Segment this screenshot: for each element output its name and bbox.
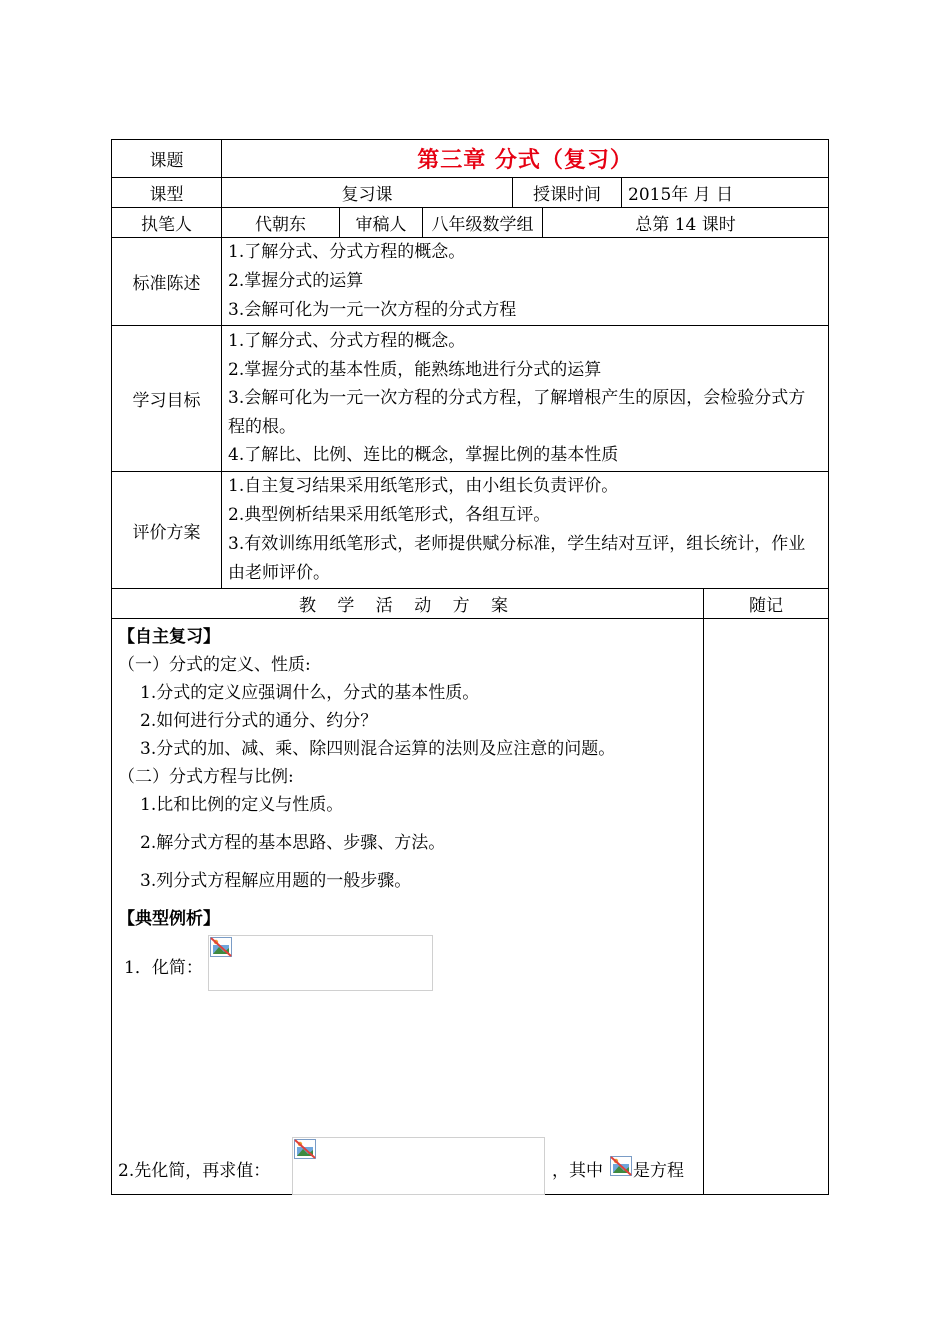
evaluation-item: 3.有效训练用纸笔形式，老师提供赋分标准，学生结对互评，组长统计，作业由老师评价。 <box>228 534 806 583</box>
question-2-mid-text: ，其中 <box>552 1161 603 1181</box>
plan-heading: 教 学 活 动 方 案 <box>112 589 704 619</box>
evaluation-item: 1.自主复习结果采用纸笔形式，由小组长负责评价。 <box>228 476 619 496</box>
standards-row <box>112 238 829 326</box>
broken-image-icon <box>294 1139 316 1159</box>
time-value: 2015年 月 日 <box>622 178 829 208</box>
examples-title: 【典型例析】 <box>118 909 220 929</box>
goals-row <box>112 326 829 472</box>
broken-image-icon <box>610 1156 632 1176</box>
topic-label: 课题 <box>112 140 222 178</box>
goals-item: 4.了解比、比例、连比的概念，掌握比例的基本性质 <box>228 445 619 466</box>
type-label: 课型 <box>112 178 222 208</box>
part2-title: （二）分式方程与比例: <box>118 767 294 787</box>
question-2 <box>112 1137 703 1195</box>
reviewer-label: 审稿人 <box>340 208 423 238</box>
notes-label: 随记 <box>704 589 829 619</box>
question-1 <box>118 935 697 991</box>
part2-item: 2.解分式方程的基本思路、步骤、方法。 <box>140 833 446 853</box>
question-2-end-text: 是方程 <box>633 1161 684 1181</box>
question-2-label: 2.先化简，再求值： <box>118 1161 271 1181</box>
goals-item: 3.会解可化为一元一次方程的分式方程，了解增根产生的原因，会检验分式方程的根。 <box>228 388 806 437</box>
type-value: 复习课 <box>222 178 513 208</box>
period-value: 总第 14 课时 <box>543 208 829 238</box>
evaluation-content <box>222 472 829 589</box>
goals-label: 学习目标 <box>112 326 222 472</box>
lesson-plan-table <box>111 139 829 1195</box>
page-title: 第三章 分式（复习） <box>222 140 829 178</box>
lesson-plan-sheet <box>111 139 828 1195</box>
part1-item: 1.分式的定义应强调什么，分式的基本性质。 <box>140 683 480 703</box>
topic-row <box>112 140 829 178</box>
plan-header-row <box>112 589 829 619</box>
author-value: 代朝东 <box>222 208 340 238</box>
part1-item: 2.如何进行分式的通分、约分？ <box>140 711 378 731</box>
part2-item: 3.列分式方程解应用题的一般步骤。 <box>140 871 412 891</box>
standards-item: 1.了解分式、分式方程的概念。 <box>228 242 466 262</box>
evaluation-item: 2.典型例析结果采用纸笔形式，各组互评。 <box>228 505 551 525</box>
author-row <box>112 208 829 238</box>
evaluation-label: 评价方案 <box>112 472 222 589</box>
type-row <box>112 178 829 208</box>
standards-content <box>222 238 829 326</box>
goals-item: 2.掌握分式的基本性质，能熟练地进行分式的运算 <box>228 359 602 380</box>
formula-image-placeholder <box>292 1137 545 1195</box>
self-review-title: 【自主复习】 <box>118 627 220 647</box>
question-1-label: 1．化简： <box>124 958 203 978</box>
evaluation-row <box>112 472 829 589</box>
standards-label: 标准陈述 <box>112 238 222 326</box>
plan-content <box>112 619 704 1195</box>
time-label: 授课时间 <box>513 178 622 208</box>
plan-body-row <box>112 619 829 1195</box>
notes-column <box>704 619 829 1195</box>
formula-image-placeholder <box>208 935 433 991</box>
goals-item: 1.了解分式、分式方程的概念。 <box>228 331 466 352</box>
broken-image-icon <box>210 937 232 957</box>
goals-content <box>222 326 829 472</box>
author-label: 执笔人 <box>112 208 222 238</box>
part1-title: （一）分式的定义、性质: <box>118 655 311 675</box>
standards-item: 3.会解可化为一元一次方程的分式方程 <box>228 300 517 320</box>
standards-item: 2.掌握分式的运算 <box>228 271 364 291</box>
part1-item: 3.分式的加、减、乘、除四则混合运算的法则及应注意的问题。 <box>140 739 616 759</box>
reviewer-value: 八年级数学组 <box>423 208 543 238</box>
part2-item: 1.比和比例的定义与性质。 <box>140 795 344 815</box>
